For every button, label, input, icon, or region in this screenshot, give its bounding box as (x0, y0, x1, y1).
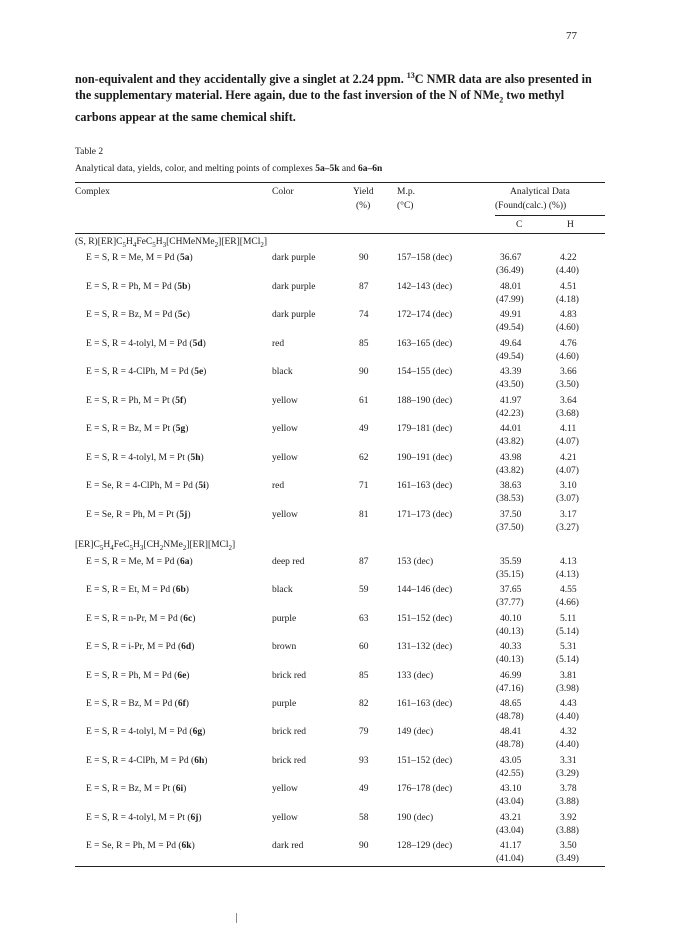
complex-id: 6h (194, 755, 205, 766)
cell-h-found: 3.64 (560, 395, 577, 406)
cell-c-calc: (43.04) (496, 825, 524, 836)
cell-mp: 149 (dec) (397, 727, 434, 738)
cell-h-found: 4.21 (560, 452, 577, 463)
cell-complex (86, 252, 193, 264)
complex-formula: E = S, R = Bz, M = Pd ( (86, 310, 178, 320)
cell-c-found: 48.01 (500, 281, 522, 292)
complex-id: 5f (175, 395, 184, 406)
complex-formula: E = S, R = Ph, M = Pt ( (86, 395, 176, 406)
cell-h-calc: (3.27) (556, 522, 579, 533)
cell-h-found: 3.66 (560, 367, 577, 377)
s1-s3: 5 (152, 240, 156, 249)
cell-complex (86, 641, 194, 653)
complex-formula: E = S, R = 4-tolyl, M = Pt ( (86, 812, 191, 823)
complex-id: 6c (183, 613, 193, 624)
cell-mp: 142–143 (dec) (397, 281, 453, 292)
cell-yield: 93 (359, 755, 369, 766)
cell-complex (86, 366, 206, 378)
header-h: H (567, 220, 574, 230)
header-color: Color (272, 187, 294, 197)
cell-yield: 58 (359, 812, 369, 823)
cell-c-calc: (43.82) (496, 437, 524, 447)
cell-complex (86, 480, 209, 492)
cell-mp: 153 (dec) (397, 557, 434, 567)
s2-s1: 5 (99, 543, 104, 552)
cell-c-found: 44.01 (500, 424, 522, 434)
complex-id: 5j (179, 509, 188, 520)
cell-mp: 163–165 (dec) (397, 338, 453, 349)
cell-yield: 59 (359, 585, 369, 596)
header-c: C (516, 220, 523, 230)
cell-mp: 161–163 (dec) (397, 699, 453, 709)
caption-and: and (339, 164, 358, 174)
cell-color: brick red (272, 727, 307, 738)
cell-h-calc: (3.49) (556, 854, 579, 864)
cell-mp: 157–158 (dec) (397, 253, 453, 263)
cell-c-found: 43.39 (500, 367, 522, 377)
intro-sup13: 13 (406, 71, 415, 80)
s1-p4: H (155, 237, 163, 247)
cell-complex (86, 556, 193, 568)
cell-c-found: 36.67 (500, 253, 522, 263)
cell-h-calc: (3.29) (556, 768, 579, 779)
caption-c4: 6n (372, 164, 383, 174)
cell-yield: 87 (359, 557, 369, 567)
cell-h-calc: (4.18) (556, 294, 579, 305)
caption-c3: 6a (358, 164, 368, 174)
cell-color: yellow (272, 452, 298, 463)
cell-complex (86, 698, 189, 710)
cell-h-found: 3.31 (560, 755, 577, 766)
complex-close: ) (200, 452, 204, 463)
cell-mp: 172–174 (dec) (397, 310, 453, 320)
cell-complex (86, 309, 190, 321)
complex-formula: E = S, R = Bz, M = Pt ( (86, 424, 176, 434)
cell-mp: 131–132 (dec) (397, 642, 453, 653)
complex-id: 5d (192, 338, 203, 349)
cell-c-found: 49.91 (500, 310, 522, 320)
cell-h-found: 5.11 (560, 613, 577, 624)
intro-part1: non-equivalent and they accidentally give a singlet at 2.24 ppm. (75, 72, 407, 87)
cell-mp: 176–178 (dec) (397, 784, 453, 795)
cell-h-found: 4.43 (560, 699, 577, 709)
cell-h-found: 3.10 (560, 481, 577, 491)
complex-close: ) (183, 784, 187, 795)
complex-close: ) (198, 812, 202, 823)
s2-s3: 5 (129, 543, 134, 552)
cell-c-calc: (48.78) (496, 712, 524, 722)
cell-yield: 79 (359, 727, 369, 738)
cell-h-calc: (3.98) (556, 683, 579, 694)
complex-id: 6g (192, 727, 203, 738)
complex-close: ) (186, 670, 190, 681)
s2-p2: H (103, 540, 111, 550)
complex-id: 5c (177, 310, 187, 320)
cell-color: black (272, 367, 293, 377)
cell-h-found: 4.51 (560, 281, 577, 292)
complex-formula: E = S, R = 4-ClPh, M = Pd ( (86, 755, 195, 766)
s1-s4: 3 (162, 240, 167, 249)
cell-h-calc: (3.88) (556, 825, 579, 836)
complex-formula: E = Se, R = Ph, M = Pt ( (86, 509, 180, 520)
cell-h-calc: (3.07) (556, 494, 579, 504)
cell-complex (86, 726, 205, 738)
s2-p3: FeC (113, 540, 130, 550)
complex-close: ) (189, 253, 193, 263)
complex-formula: E = Se, R = Ph, M = Pd ( (86, 841, 182, 851)
s2-p5: [CH (143, 540, 160, 550)
complex-formula: E = S, R = Bz, M = Pd ( (86, 699, 178, 709)
complex-formula: E = S, R = 4-ClPh, M = Pd ( (86, 367, 195, 377)
cell-c-calc: (40.13) (496, 626, 524, 637)
cell-c-calc: (47.99) (496, 294, 524, 305)
cell-color: yellow (272, 424, 298, 434)
cell-color: deep red (272, 557, 305, 567)
cell-color: yellow (272, 812, 298, 823)
cell-complex (86, 281, 191, 293)
cell-c-calc: (42.55) (496, 768, 524, 779)
complex-close: ) (191, 841, 195, 851)
cell-c-found: 40.10 (500, 613, 522, 624)
cell-c-calc: (49.54) (496, 323, 524, 333)
complex-formula: E = S, R = 4-tolyl, M = Pt ( (86, 452, 191, 463)
table-caption (75, 164, 382, 174)
cell-color: black (272, 585, 293, 596)
complex-id: 5i (198, 481, 206, 491)
complex-close: ) (202, 338, 206, 349)
header-mp-1: M.p. (397, 187, 415, 197)
cell-h-calc: (5.14) (556, 626, 579, 637)
cell-yield: 90 (359, 841, 369, 851)
complex-formula: E = S, R = Ph, M = Pd ( (86, 281, 178, 292)
cell-h-found: 4.11 (560, 424, 577, 434)
cell-h-found: 3.50 (560, 841, 577, 851)
analytical-rule (495, 215, 605, 216)
cell-yield: 60 (359, 642, 369, 653)
cell-c-calc: (49.54) (496, 351, 524, 362)
table-label: Table 2 (75, 147, 104, 157)
complex-close: ) (203, 367, 207, 377)
cell-c-found: 35.59 (500, 557, 522, 567)
cell-h-found: 5.31 (560, 642, 577, 653)
cell-color: yellow (272, 395, 298, 406)
cell-c-calc: (48.78) (496, 740, 524, 751)
caption-c2: 5k (329, 164, 340, 174)
cell-complex (86, 584, 189, 596)
cell-complex (86, 423, 188, 435)
complex-formula: E = S, R = Me, M = Pd ( (86, 557, 180, 567)
cell-color: dark purple (272, 253, 316, 263)
complex-id: 6j (190, 812, 199, 823)
cell-c-found: 41.17 (500, 841, 522, 851)
complex-close: ) (185, 424, 189, 434)
cell-h-calc: (4.60) (556, 323, 579, 333)
cell-c-found: 37.50 (500, 509, 522, 520)
cell-h-calc: (4.07) (556, 437, 579, 447)
complex-close: ) (185, 585, 189, 596)
s2-s5: 2 (159, 543, 164, 552)
table-top-rule (75, 182, 605, 183)
cell-yield: 62 (359, 452, 369, 463)
cell-h-found: 3.17 (560, 509, 577, 520)
cell-mp: 154–155 (dec) (397, 367, 453, 377)
cell-color: yellow (272, 784, 298, 795)
s1-s1: 5 (122, 240, 126, 249)
cell-yield: 61 (359, 395, 369, 406)
complex-formula: E = S, R = Bz, M = Pt ( (86, 784, 176, 795)
s2-s6: 2 (182, 543, 187, 552)
cell-h-found: 4.22 (560, 253, 577, 263)
cell-mp: 128–129 (dec) (397, 841, 453, 851)
cell-c-calc: (35.15) (496, 570, 524, 580)
complex-id: 5g (175, 424, 186, 434)
cell-mp: 151–152 (dec) (397, 613, 453, 624)
table-bottom-rule (75, 866, 605, 867)
footer-mark (236, 913, 237, 923)
cell-yield: 71 (359, 481, 369, 491)
cell-h-calc: (4.07) (556, 465, 579, 476)
complex-close: ) (186, 310, 190, 320)
s1-p7: ] (263, 237, 268, 247)
s2-p7: ][ER][MCl (186, 540, 229, 550)
complex-close: ) (191, 642, 195, 653)
s1-p3: FeC (136, 237, 153, 247)
cell-c-calc: (42.23) (496, 408, 524, 419)
complex-formula: E = S, R = 4-tolyl, M = Pd ( (86, 338, 193, 349)
cell-yield: 85 (359, 670, 369, 681)
cell-mp: 179–181 (dec) (397, 424, 453, 434)
intro-part2: C NMR data are also presented in the supplementary material. Here again, due to the fast inversion of the N of NMe (75, 72, 592, 103)
intro-paragraph (75, 68, 605, 125)
s1-p5: [CHMeNMe (166, 237, 215, 247)
cell-mp: 161–163 (dec) (397, 481, 453, 491)
cell-c-found: 48.65 (500, 699, 522, 709)
intro-part3: two methyl carbons appear at the same chemical shift. (75, 88, 565, 124)
intro-sub2: 2 (499, 95, 504, 105)
section-head-6 (75, 540, 235, 552)
complex-close: ) (185, 699, 189, 709)
cell-complex (86, 338, 206, 350)
s2-p6: NMe (163, 540, 183, 550)
cell-c-calc: (36.49) (496, 266, 524, 276)
complex-id: 5h (190, 452, 201, 463)
cell-c-calc: (43.82) (496, 465, 524, 476)
cell-h-calc: (3.68) (556, 408, 579, 419)
s1-s2: 4 (132, 240, 137, 249)
cell-c-found: 43.98 (500, 452, 522, 463)
page-number: 77 (566, 30, 577, 42)
s2-p4: H (133, 540, 140, 550)
header-yield-2: (%) (356, 201, 371, 211)
header-analytical-1: Analytical Data (510, 187, 570, 197)
cell-complex (86, 755, 207, 767)
cell-color: brick red (272, 755, 307, 766)
cell-yield: 82 (359, 699, 369, 709)
cell-complex (86, 840, 195, 852)
complex-id: 6i (175, 784, 184, 795)
cell-h-found: 4.83 (560, 310, 577, 320)
cell-mp: 190–191 (dec) (397, 452, 453, 463)
cell-mp: 190 (dec) (397, 812, 434, 823)
complex-id: 6b (175, 585, 186, 596)
cell-yield: 49 (359, 784, 369, 795)
cell-c-calc: (47.16) (496, 683, 524, 694)
complex-close: ) (189, 557, 193, 567)
cell-h-found: 4.76 (560, 338, 577, 349)
s1-p1: (S, R)[ER]C (75, 237, 123, 247)
complex-id: 6d (181, 642, 192, 653)
header-bottom-rule (75, 233, 605, 234)
complex-formula: E = S, R = Et, M = Pd ( (86, 585, 176, 596)
cell-c-found: 37.65 (500, 585, 522, 596)
cell-complex (86, 670, 189, 682)
header-yield-1: Yield (353, 187, 374, 197)
cell-h-found: 4.55 (560, 585, 577, 596)
complex-id: 6e (177, 670, 187, 681)
cell-mp: 171–173 (dec) (397, 509, 453, 520)
cell-complex (86, 452, 204, 464)
cell-h-calc: (4.66) (556, 598, 579, 609)
cell-complex (86, 509, 191, 521)
cell-mp: 151–152 (dec) (397, 755, 453, 766)
cell-c-calc: (41.04) (496, 854, 524, 864)
cell-color: brown (272, 642, 297, 653)
header-mp-2: (°C) (397, 201, 414, 211)
cell-c-calc: (43.04) (496, 797, 524, 808)
complex-formula: E = S, R = n-Pr, M = Pd ( (86, 613, 184, 624)
cell-mp: 144–146 (dec) (397, 585, 453, 596)
cell-c-found: 48.41 (500, 727, 522, 738)
cell-h-calc: (5.14) (556, 655, 579, 666)
cell-color: dark red (272, 841, 304, 851)
header-complex: Complex (75, 187, 110, 197)
cell-c-calc: (40.13) (496, 655, 524, 666)
cell-color: purple (272, 699, 297, 709)
cell-complex (86, 812, 202, 824)
s2-s2: 4 (110, 543, 114, 552)
complex-close: ) (187, 281, 191, 292)
s1-s6: 2 (260, 240, 264, 249)
complex-id: 5a (179, 253, 190, 263)
cell-h-calc: (3.88) (556, 797, 579, 808)
cell-mp: 188–190 (dec) (397, 395, 453, 406)
cell-h-found: 3.78 (560, 784, 577, 795)
cell-c-found: 38.63 (500, 481, 522, 491)
cell-c-found: 49.64 (500, 338, 522, 349)
caption-c1: 5a (315, 164, 325, 174)
s2-s4: 3 (139, 543, 144, 552)
complex-id: 6k (181, 841, 192, 851)
s1-p2: H (126, 237, 133, 247)
cell-yield: 49 (359, 424, 369, 434)
complex-close: ) (205, 481, 209, 491)
cell-complex (86, 395, 186, 407)
complex-close: ) (187, 509, 191, 520)
cell-h-found: 3.92 (560, 812, 577, 823)
complex-id: 5b (177, 281, 188, 292)
cell-color: dark purple (272, 310, 316, 320)
cell-c-found: 46.99 (500, 670, 522, 681)
cell-color: brick red (272, 670, 307, 681)
complex-id: 5e (194, 367, 204, 377)
caption-text: Analytical data, yields, color, and melting points of complexes (75, 164, 316, 174)
cell-c-calc: (37.77) (496, 598, 524, 609)
complex-close: ) (202, 727, 206, 738)
cell-h-calc: (4.60) (556, 351, 579, 362)
cell-c-found: 40.33 (500, 642, 522, 653)
caption-dash1: – (324, 164, 330, 174)
cell-yield: 74 (359, 310, 369, 320)
cell-color: yellow (272, 509, 298, 520)
cell-yield: 85 (359, 338, 369, 349)
header-analytical-2: (Found(calc.) (%)) (495, 201, 567, 211)
cell-c-found: 43.21 (500, 812, 522, 823)
s1-s5: 2 (214, 240, 219, 249)
complex-id: 6a (179, 557, 190, 567)
cell-h-calc: (3.50) (556, 380, 579, 390)
cell-h-found: 3.81 (560, 670, 577, 681)
cell-yield: 87 (359, 281, 369, 292)
cell-mp: 133 (dec) (397, 670, 434, 681)
s2-p1: [ER]C (75, 540, 100, 550)
cell-color: purple (272, 613, 297, 624)
cell-color: red (272, 481, 285, 491)
complex-close: ) (204, 755, 208, 766)
complex-formula: E = S, R = Me, M = Pd ( (86, 253, 180, 263)
cell-c-calc: (43.50) (496, 380, 524, 390)
section-head-5 (75, 237, 267, 249)
s1-p6: ][ER][MCl (218, 237, 261, 247)
cell-color: dark purple (272, 281, 316, 292)
cell-h-calc: (4.40) (556, 266, 579, 276)
cell-h-calc: (4.40) (556, 740, 579, 751)
cell-yield: 63 (359, 613, 369, 624)
cell-c-found: 43.05 (500, 755, 522, 766)
s2-s7: 2 (228, 543, 233, 552)
cell-h-found: 4.32 (560, 727, 577, 738)
complex-close: ) (192, 613, 196, 624)
cell-yield: 90 (359, 367, 369, 377)
cell-complex (86, 613, 195, 625)
cell-c-calc: (37.50) (496, 522, 524, 533)
cell-c-found: 43.10 (500, 784, 522, 795)
cell-c-found: 41.97 (500, 395, 522, 406)
cell-h-calc: (4.13) (556, 570, 579, 580)
cell-color: red (272, 338, 285, 349)
cell-yield: 90 (359, 253, 369, 263)
complex-formula: E = Se, R = 4-ClPh, M = Pd ( (86, 481, 199, 491)
complex-formula: E = S, R = 4-tolyl, M = Pd ( (86, 727, 193, 738)
cell-c-calc: (38.53) (496, 494, 524, 504)
cell-yield: 81 (359, 509, 369, 520)
complex-formula: E = S, R = Ph, M = Pd ( (86, 670, 178, 681)
caption-dash2: – (367, 164, 373, 174)
s2-p8: ] (232, 540, 236, 550)
complex-formula: E = S, R = i-Pr, M = Pd ( (86, 642, 182, 653)
cell-h-found: 4.13 (560, 557, 577, 567)
complex-id: 6f (177, 699, 186, 709)
cell-h-calc: (4.40) (556, 712, 579, 722)
cell-complex (86, 783, 186, 795)
complex-close: ) (183, 395, 187, 406)
